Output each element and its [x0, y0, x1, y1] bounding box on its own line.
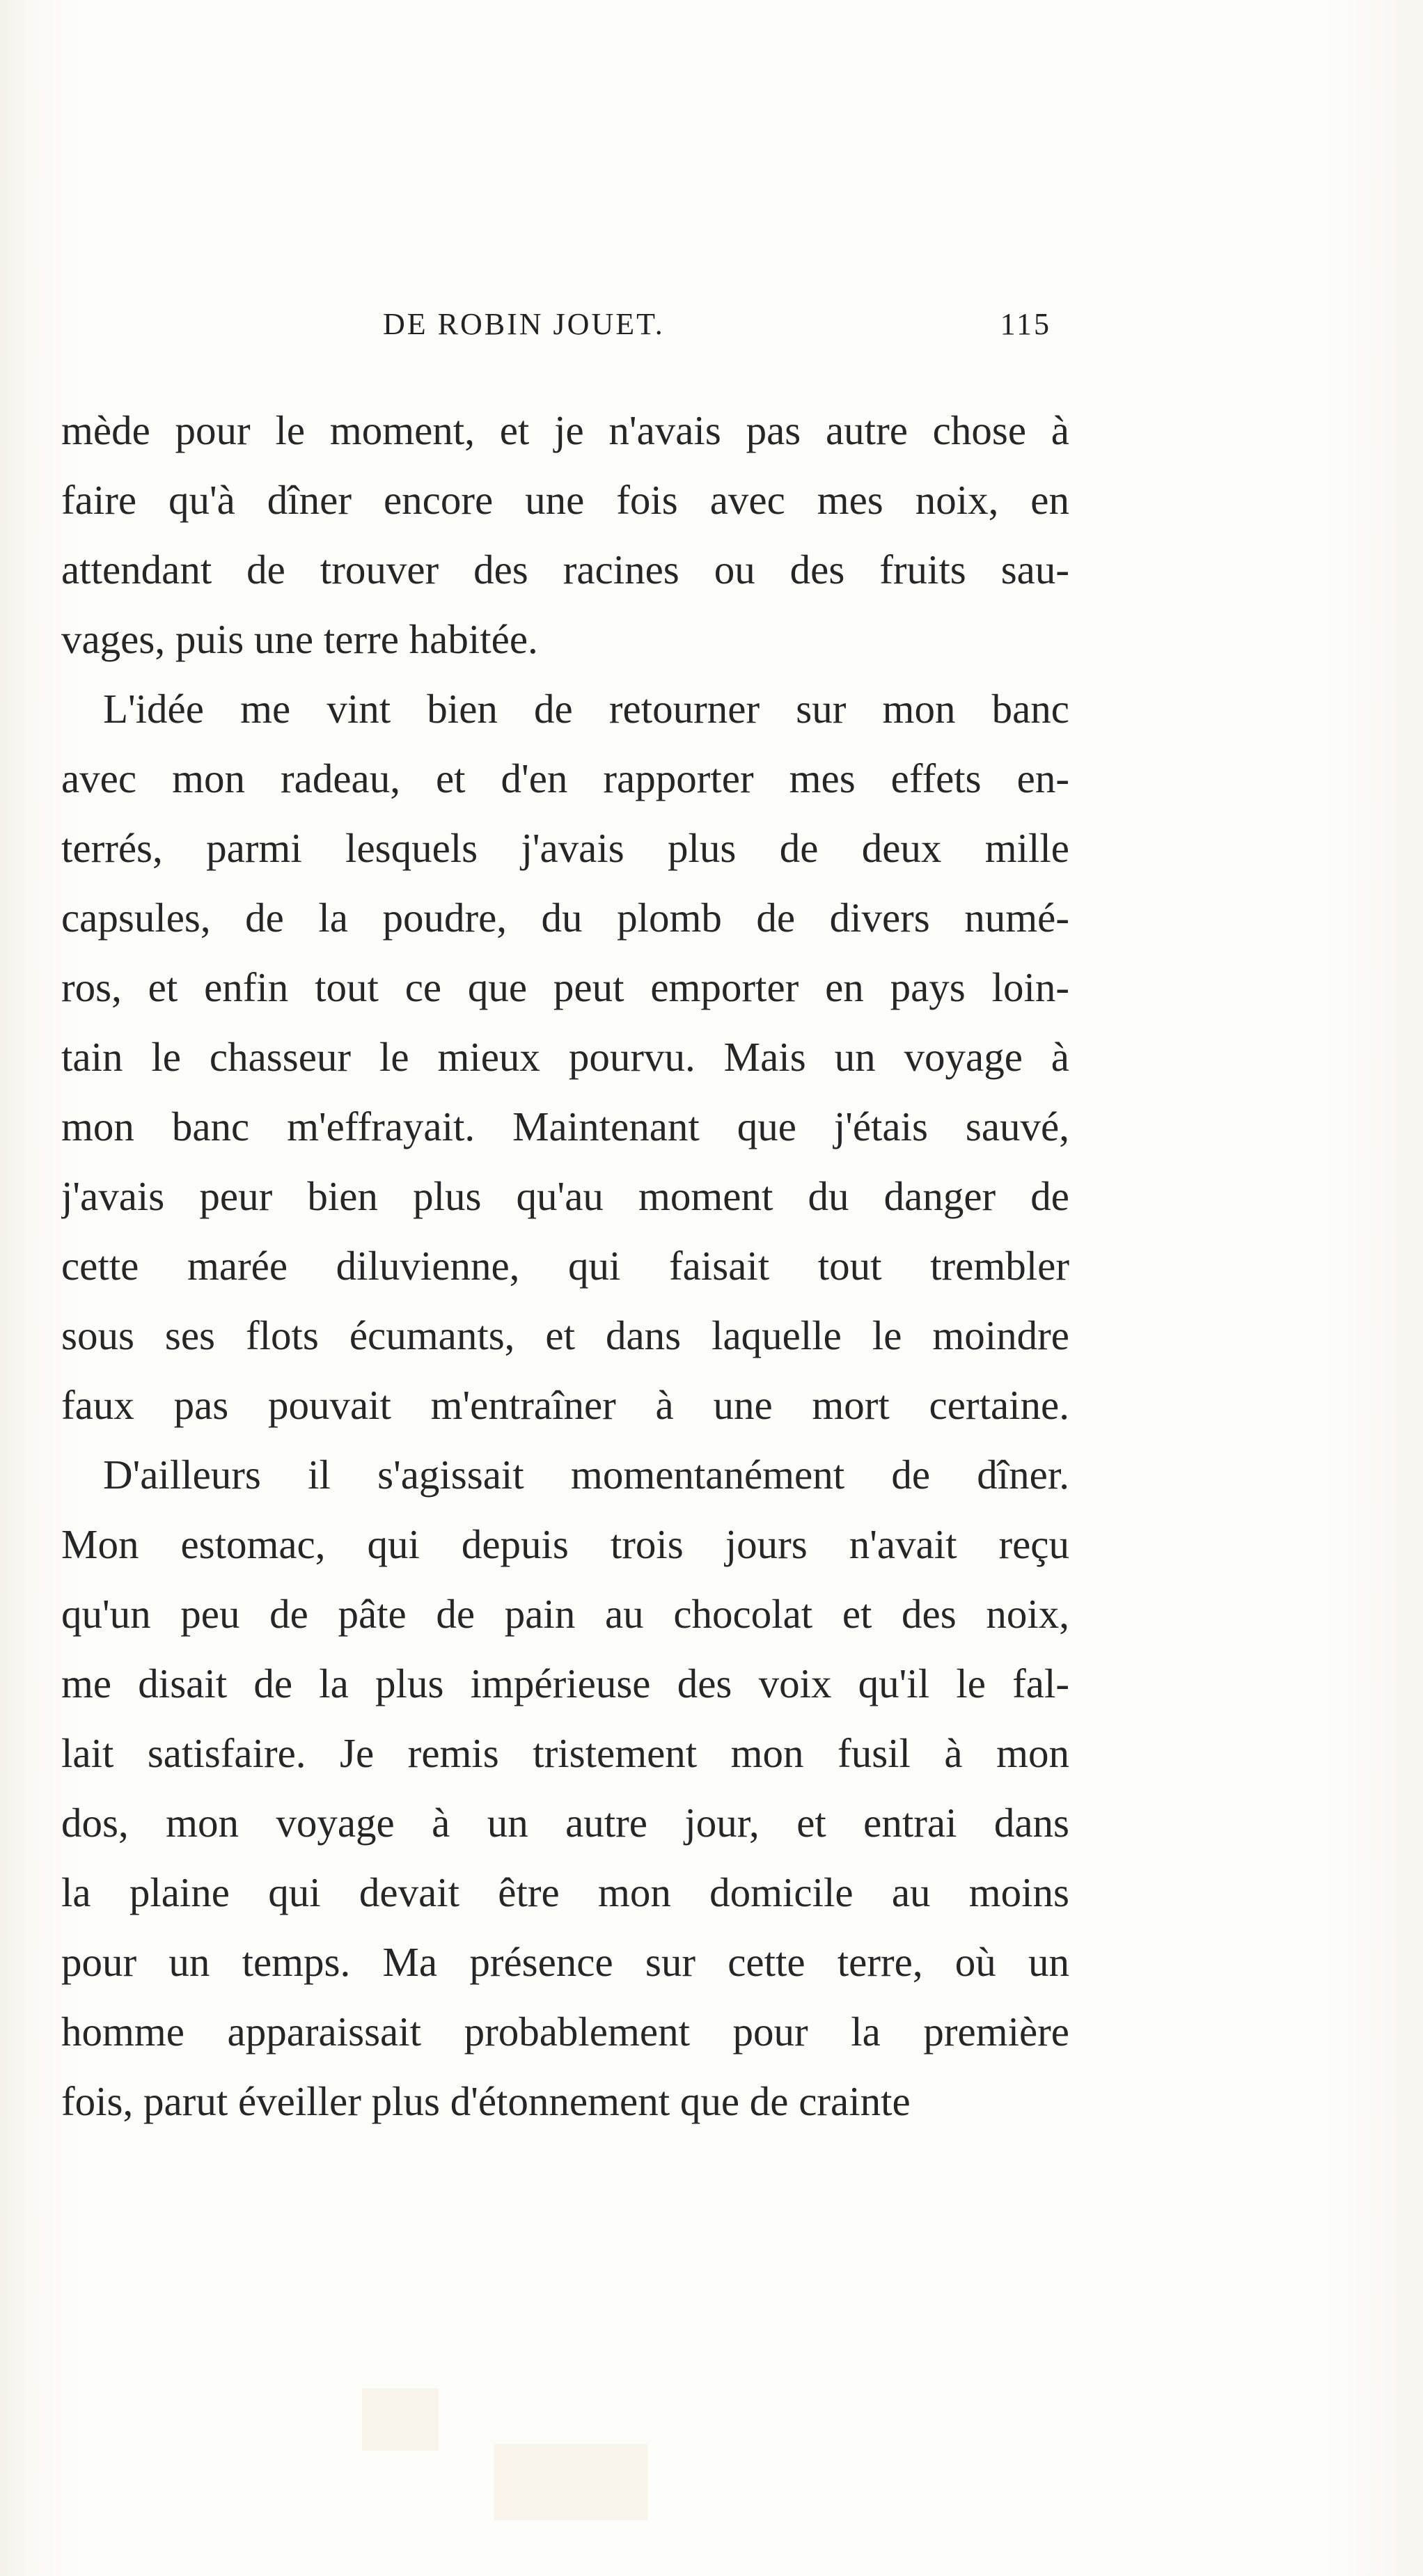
text-line: homme apparaissait probablement pour la première: [61, 2009, 1069, 2055]
text-line: mède pour le moment, et je n'avais pas autre chose à: [61, 407, 1069, 453]
text-line: fois, parut éveiller plus d'étonnement que de crainte: [61, 2078, 911, 2124]
text-line: capsules, de la poudre, du plomb de divers numé-: [61, 895, 1069, 941]
text-line: mon banc m'effrayait. Maintenant que j'étais sauvé,: [61, 1104, 1069, 1149]
text-line: me disait de la plus impérieuse des voix qu'il le fal-: [61, 1660, 1069, 1706]
text-line: faux pas pouvait m'entraîner à une mort certaine.: [61, 1382, 1069, 1428]
text-line: sous ses flots écumants, et dans laquelle le moindre: [61, 1312, 1069, 1358]
running-title: DE ROBIN JOUET.: [383, 307, 665, 341]
paper-stain: [494, 2444, 647, 2520]
text-line: ros, et enfin tout ce que peut emporter en pays loin-: [61, 964, 1069, 1010]
text-line: la plaine qui devait être mon domicile au moins: [61, 1869, 1069, 1915]
body-text: [61, 395, 1069, 2136]
text-line: qu'un peu de pâte de pain au chocolat et des noix,: [61, 1591, 1069, 1637]
text-line: tain le chasseur le mieux pourvu. Mais un voyage à: [61, 1034, 1069, 1080]
text-line: dos, mon voyage à un autre jour, et entrai dans: [61, 1800, 1069, 1846]
text-line: attendant de trouver des racines ou des fruits sau-: [61, 547, 1069, 592]
paragraph: [61, 674, 1069, 1440]
paragraph: [61, 1440, 1069, 2136]
text-line: cette marée diluvienne, qui faisait tout trembler: [61, 1243, 1069, 1289]
running-head: [383, 306, 1051, 355]
page-number: 115: [1000, 307, 1051, 341]
text-line: D'ailleurs il s'agissait momentanément de dîner.: [103, 1452, 1069, 1498]
text-line: avec mon radeau, et d'en rapporter mes effets en-: [61, 755, 1069, 801]
text-line: vages, puis une terre habitée.: [61, 616, 538, 662]
text-line: L'idée me vint bien de retourner sur mon banc: [103, 686, 1069, 732]
text-line: j'avais peur bien plus qu'au moment du danger de: [61, 1173, 1069, 1219]
text-line: Mon estomac, qui depuis trois jours n'avait reçu: [61, 1521, 1069, 1567]
paper-stain: [362, 2388, 439, 2451]
text-line: lait satisfaire. Je remis tristement mon fusil à mon: [61, 1730, 1069, 1776]
paragraph: [61, 395, 1069, 674]
text-line: faire qu'à dîner encore une fois avec mes noix, en: [61, 477, 1069, 523]
text-line: terrés, parmi lesquels j'avais plus de deux mille: [61, 825, 1069, 871]
text-line: pour un temps. Ma présence sur cette terre, où un: [61, 1939, 1069, 1985]
